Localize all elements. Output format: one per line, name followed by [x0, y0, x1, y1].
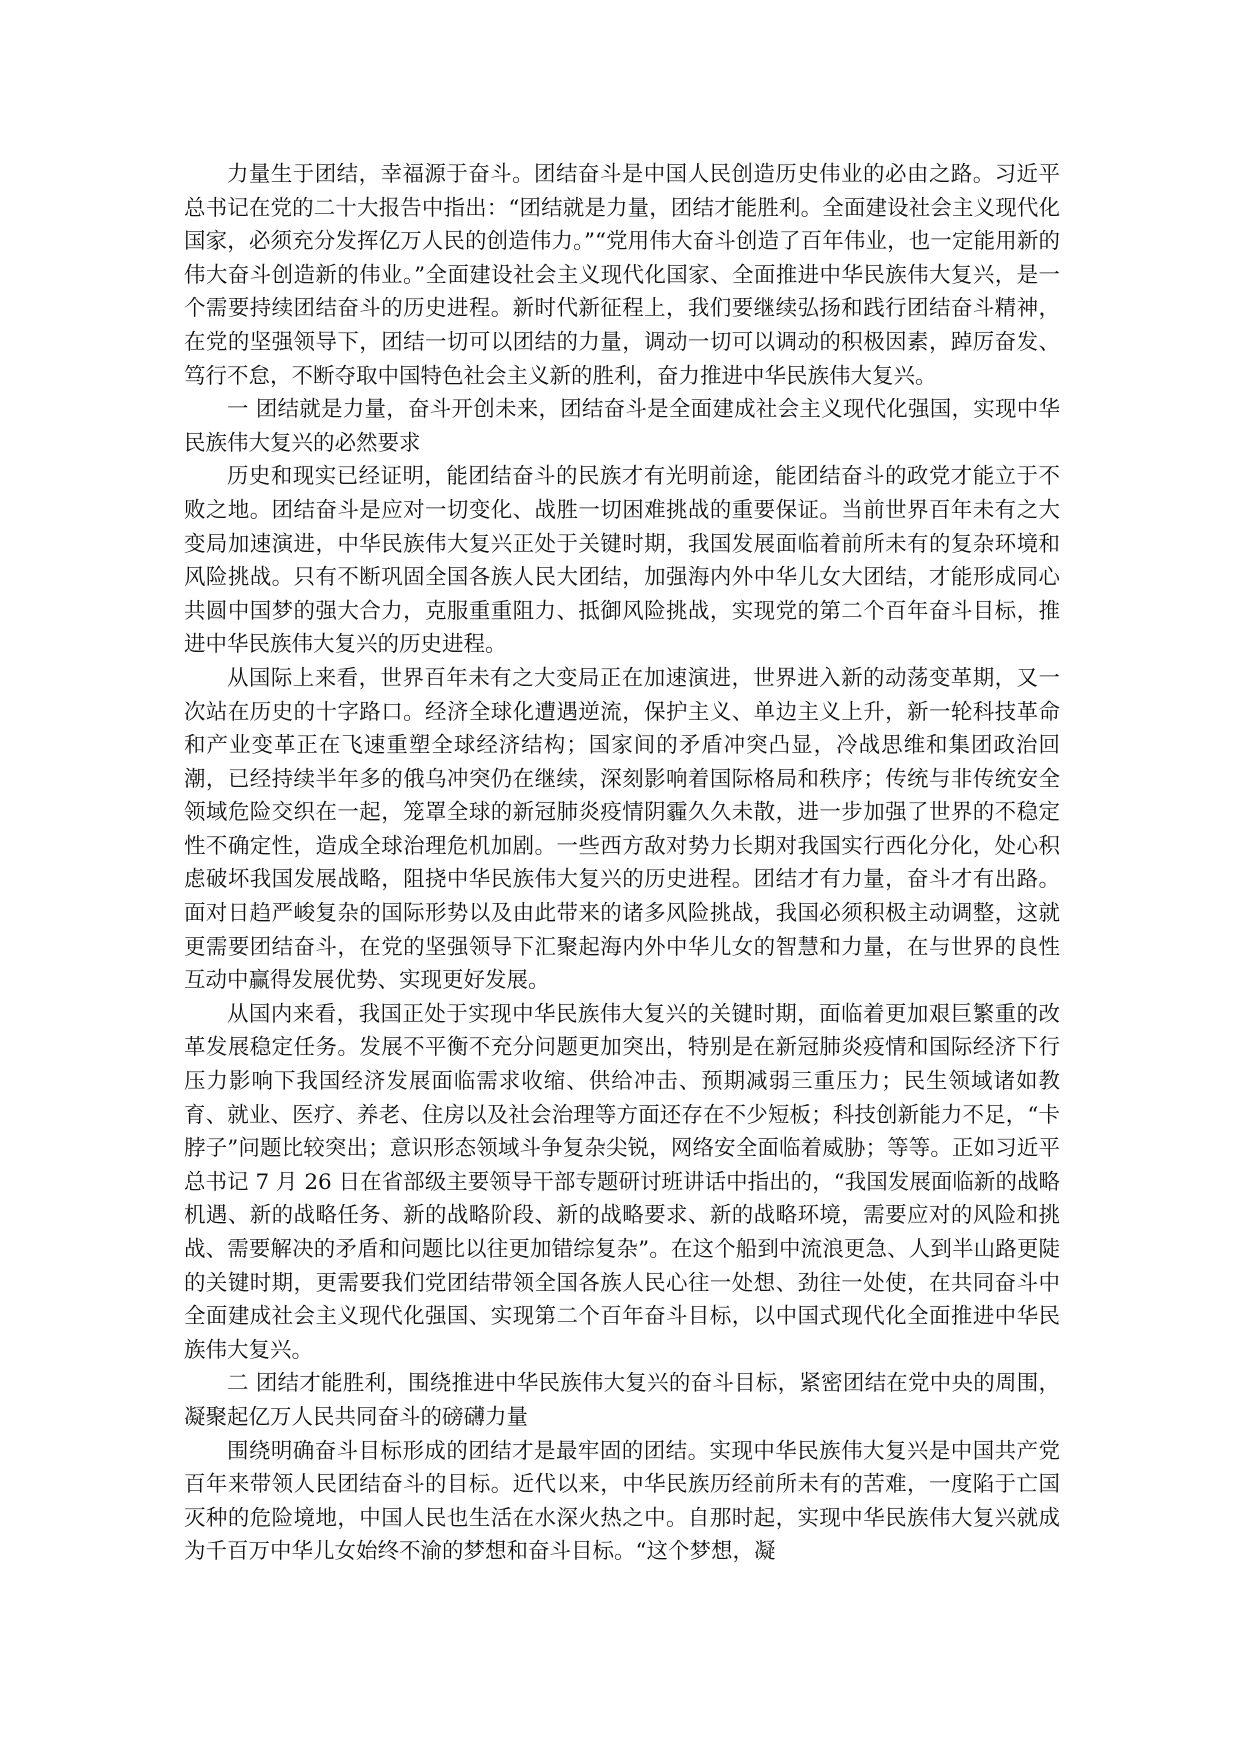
- document-page: [184, 158, 1060, 1569]
- paragraph-intro: 力量生于团结，幸福源于奋斗。团结奋斗是中国人民创造历史伟业的必由之路。习近平总书记在党的二十大报告中指出：“团结就是力量，团结才能胜利。全面建设社会主义现代化国家，必须充分发挥亿万人民的创造伟力。”“党用伟大奋斗创造了百年伟业，也一定能用新的伟大奋斗创造新的伟业。”全面建设社会主义现代化国家、全面推进中华民族伟大复兴，是一个需要持续团结奋斗的历史进程。新时代新征程上，我们要继续弘扬和践行团结奋斗精神，在党的坚强领导下，团结一切可以团结的力量，调动一切可以调动的积极因素，踔厉奋发、笃行不怠，不断夺取中国特色社会主义新的胜利，奋力推进中华民族伟大复兴。: [184, 162, 1060, 389]
- section-heading-2: 二 团结才能胜利，围绕推进中华民族伟大复兴的奋斗目标，紧密团结在党中央的周围，凝聚起亿万人民共同奋斗的磅礴力量: [184, 1371, 1060, 1430]
- paragraph-domestic: 从国内来看，我国正处于实现中华民族伟大复兴的关键时期，面临着更加艰巨繁重的改革发展稳定任务。发展不平衡不充分问题更加突出，特别是在新冠肺炎疫情和国际经济下行压力影响下我国经济发展面临需求收缩、供给冲击、预期减弱三重压力；民生领域诸如教育、就业、医疗、养老、住房以及社会治理等方面还存在不少短板；科技创新能力不足，“卡脖子”问题比较突出；意识形态领域斗争复杂尖锐，网络安全面临着威胁；等等。正如习近平总书记 7 月 26 日在省部级主要领导干部专题研讨班讲话中指出的，“我国发展面临新的战略机遇、新的战略任务、新的战略阶段、新的战略要求、新的战略环境，需要应对的风险和挑战、需要解决的矛盾和问题比以往更加错综复杂”。在这个船到中流浪更急、人到半山路更陡的关键时期，更需要我们党团结带领全国各族人民心往一处想、劲往一处使，在共同奋斗中全面建成社会主义现代化强国、实现第二个百年奋斗目标，以中国式现代化全面推进中华民族伟大复兴。: [184, 1001, 1060, 1363]
- paragraph-international: 从国际上来看，世界百年未有之大变局正在加速演进，世界进入新的动荡变革期，又一次站在历史的十字路口。经济全球化遭遇逆流，保护主义、单边主义上升，新一轮科技革命和产业变革正在飞速重塑全球经济结构；国家间的矛盾冲突凸显，冷战思维和集团政治回潮，已经持续半年多的俄乌冲突仍在继续，深刻影响着国际格局和秩序；传统与非传统安全领域危险交织在一起，笼罩全球的新冠肺炎疫情阴霾久久未散，进一步加强了世界的不稳定性不确定性，造成全球治理危机加剧。一些西方敌对势力长期对我国实行西化分化，处心积虑破坏我国发展战略，阻挠中华民族伟大复兴的历史进程。团结才有力量，奋斗才有出路。面对日趋严峻复杂的国际形势以及由此带来的诸多风险挑战，我国必须积极主动调整，这就更需要团结奋斗，在党的坚强领导下汇聚起海内外中华儿女的智慧和力量，在与世界的良性互动中赢得发展优势、实现更好发展。: [184, 665, 1060, 994]
- section-heading-1: 一 团结就是力量，奋斗开创未来，团结奋斗是全面建成社会主义现代化强国，实现中华民族伟大复兴的必然要求: [184, 397, 1060, 456]
- paragraph-goal: 围绕明确奋斗目标形成的团结才是最牢固的团结。实现中华民族伟大复兴是中国共产党百年来带领人民团结奋斗的目标。近代以来，中华民族历经前所未有的苦难，一度陷于亡国灭种的危险境地，中国人民也生活在水深火热之中。自那时起，实现中华民族伟大复兴就成为千百万中华儿女始终不渝的梦想和奋斗目标。“这个梦想，凝: [184, 1438, 1060, 1565]
- paragraph-history: 历史和现实已经证明，能团结奋斗的民族才有光明前途，能团结奋斗的政党才能立于不败之地。团结奋斗是应对一切变化、战胜一切困难挑战的重要保证。当前世界百年未有之大变局加速演进，中华民族伟大复兴正处于关键时期，我国发展面临着前所未有的复杂环境和风险挑战。只有不断巩固全国各族人民大团结，加强海内外中华儿女大团结，才能形成同心共圆中国梦的强大合力，克服重重阻力、抵御风险挑战，实现党的第二个百年奋斗目标，推进中华民族伟大复兴的历史进程。: [184, 464, 1060, 658]
